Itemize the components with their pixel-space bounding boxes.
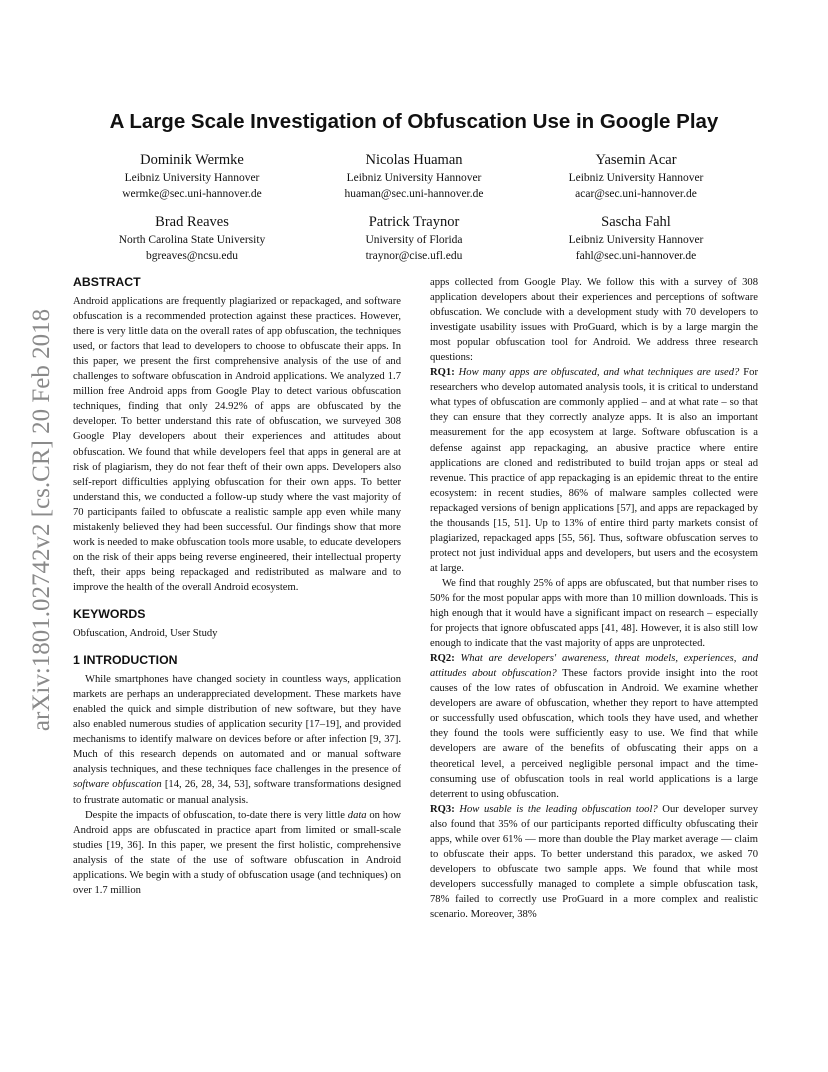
author-affiliation: Leibniz University Hannover bbox=[124, 172, 260, 184]
author-email: huaman@sec.uni-hannover.de bbox=[344, 188, 484, 200]
author-affiliation: University of Florida bbox=[365, 234, 463, 246]
author-name: Dominik Wermke bbox=[140, 152, 244, 168]
author-name: Patrick Traynor bbox=[368, 214, 460, 230]
author-affiliation: Leibniz University Hannover bbox=[346, 172, 482, 184]
paper-title: A Large Scale Investigation of Obfuscation Use in Google Play bbox=[109, 110, 719, 133]
author-name: Nicolas Huaman bbox=[365, 152, 463, 168]
author-affiliation: Leibniz University Hannover bbox=[568, 234, 704, 246]
author-block bbox=[299, 151, 529, 202]
author-block bbox=[521, 151, 751, 202]
author-email: traynor@cise.ufl.edu bbox=[365, 250, 463, 262]
author-name: Yasemin Acar bbox=[595, 152, 677, 168]
author-email: fahl@sec.uni-hannover.de bbox=[575, 250, 697, 262]
author-email: wermke@sec.uni-hannover.de bbox=[122, 188, 262, 200]
author-affiliation: North Carolina State University bbox=[118, 234, 266, 246]
author-block bbox=[77, 151, 307, 202]
keywords-text: Obfuscation, Android, User Study bbox=[73, 628, 218, 640]
intro-paragraph-2: Despite the impacts of obfuscation, to-date there is very little data on how Android apps are obfuscated in practice apart from limited or small-scale studies [19, 36]. In this paper, we present the first holistic, comprehensive analysis of the state of the use of software obfuscation in Android applications. We begin with a study of obfuscation usage (and techniques) on over 1.7 million bbox=[73, 809, 401, 896]
arxiv-identifier: arXiv:1801.02742v2 [cs.CR] 20 Feb 2018 bbox=[28, 308, 55, 732]
rq2-paragraph: RQ2: What are developers' awareness, threat models, experiences, and attitudes about obfuscation? These factors provide insight into the root causes of the low rates of obfuscation in Android. We examine whether developers are aware of obfuscation, whether they report to have attempted or successfully used obfuscation, which tools they have used, and whether they found the tools were sufficiently easy to use. We find that while developers are aware of the benefits of obfuscating their apps on a theoretical level, a perceived negligible personal impact and the time-consuming use of obfuscation tools in real world applications is a large deterrent to using obfuscation. bbox=[430, 653, 759, 800]
intro-paragraph-3: apps collected from Google Play. We follow this with a survey of 308 application developers about their experiences and perceptions of software obfuscation. We conclude with a development study with 70 developers to investigate usability issues with ProGuard, which is by a large margin the most popular obfuscation tool for Android. We address three research questions: bbox=[430, 277, 758, 364]
intro-paragraph-1: While smartphones have changed society in countless ways, application markets are perhaps an underappreciated development. These markets have enabled the quick and simple distribution of new software, but they have also enabled numerous studies of application security [17–19], and provided mechanisms to identify malware on devices before or after infection [9, 37]. Much of this research depends on automated and or manual software analysis techniques, and these techniques face challenges in the presence of software obfuscation [14, 26, 28, 34, 53], software transformations designed to frustrate automatic or manual analysis. bbox=[73, 674, 402, 806]
author-name: Brad Reaves bbox=[155, 214, 229, 230]
author-email: bgreaves@ncsu.edu bbox=[145, 250, 239, 262]
introduction-heading: 1 INTRODUCTION bbox=[73, 653, 178, 668]
author-name: Sascha Fahl bbox=[601, 214, 671, 230]
author-email: acar@sec.uni-hannover.de bbox=[575, 188, 697, 200]
keywords-heading: KEYWORDS bbox=[73, 606, 146, 621]
left-column bbox=[73, 275, 401, 898]
rq3-paragraph: RQ3: How usable is the leading obfuscation tool? Our developer survey also found that 35% of our participants reported difficulty obfuscating their apps, while over 61% — more than double the Play market average — claim to obfuscate their apps. To better understand this paradox, we asked 70 developers to obfuscate two sample apps. We found that while most developers successfully managed to complete a simple obfuscation task, 78% failed to correctly use ProGuard in a more complex and realistic scenario. Moreover, 38% bbox=[430, 803, 759, 920]
abstract-heading: ABSTRACT bbox=[73, 275, 141, 289]
findings-paragraph: We find that roughly 25% of apps are obfuscated, but that number rises to 50% for the most popular apps with more than 10 million downloads. This is high enough that it would have a significant impact on research – especially for projects that ignore obfuscated apps [41, 48]. However, it is also still low enough to indicate that the vast majority of apps are unprotected. bbox=[430, 577, 758, 650]
author-block bbox=[77, 213, 307, 264]
author-block bbox=[521, 213, 751, 264]
rq1-paragraph: RQ1: How many apps are obfuscated, and what techniques are used? For researchers who develop automated analysis tools, it is critical to understand what types of obfuscation are commonly applied – and at what rate – so that they can ensure that they correctly analyze apps. It is also an important measurement for the app ecosystem at large. Software obfuscation is a defense against app repackaging, an abusive practice where entire applications are cloned and redistributed to build trojan apps or steal ad revenue. This practice of app repackaging is an epidemic threat to the entire ecosystem: in recent studies, 86% of malware samples collected were repackaged versions of benign applications [57], and apps are repackaged by the thousands [15, 51]. Up to 13% of entire third party markets consist of plagiarized, repackaged apps [55, 56]. Thus, software obfuscation serves to protect not just individual apps and developers, but users and the ecosystem at large. bbox=[430, 367, 758, 574]
author-block bbox=[299, 213, 529, 264]
right-column bbox=[430, 275, 758, 922]
abstract-text: Android applications are frequently plagiarized or repackaged, and software obfuscation is a recommended protection against these practices. However, there is very little data on the overall rates of app obfuscation, the techniques used, or factors that lead to developers to choose to obfuscate their apps. In this paper, we present the first comprehensive analysis of the use of and challenges to software obfuscation in Android applications. We analyzed 1.7 million free Android apps from Google Play to detect various obfuscation techniques, finding that only 24.92% of apps are obfuscated by the developer. To better understand this rate of obfuscation, we surveyed 308 Google Play developers about their experiences and attitudes about obfuscation. We found that while developers feel that apps in general are at risk of plagiarism, they do not fear theft of their own apps. Developers also self-report difficulties applying obfuscation for their own apps. To better understand this, we conducted a follow-up study where the vast majority of 70 participants failed to obfuscate a realistic sample app even while many mistakenly believed they had been successful. Our findings show that more work is needed to make obfuscation tools more usable, to educate developers on the risk of their apps being reverse engineered, their intellectual property theft, their apps being repackaged and redistributed as malware and to improve the health of the overall Android ecosystem. bbox=[73, 296, 401, 593]
author-affiliation: Leibniz University Hannover bbox=[568, 172, 704, 184]
